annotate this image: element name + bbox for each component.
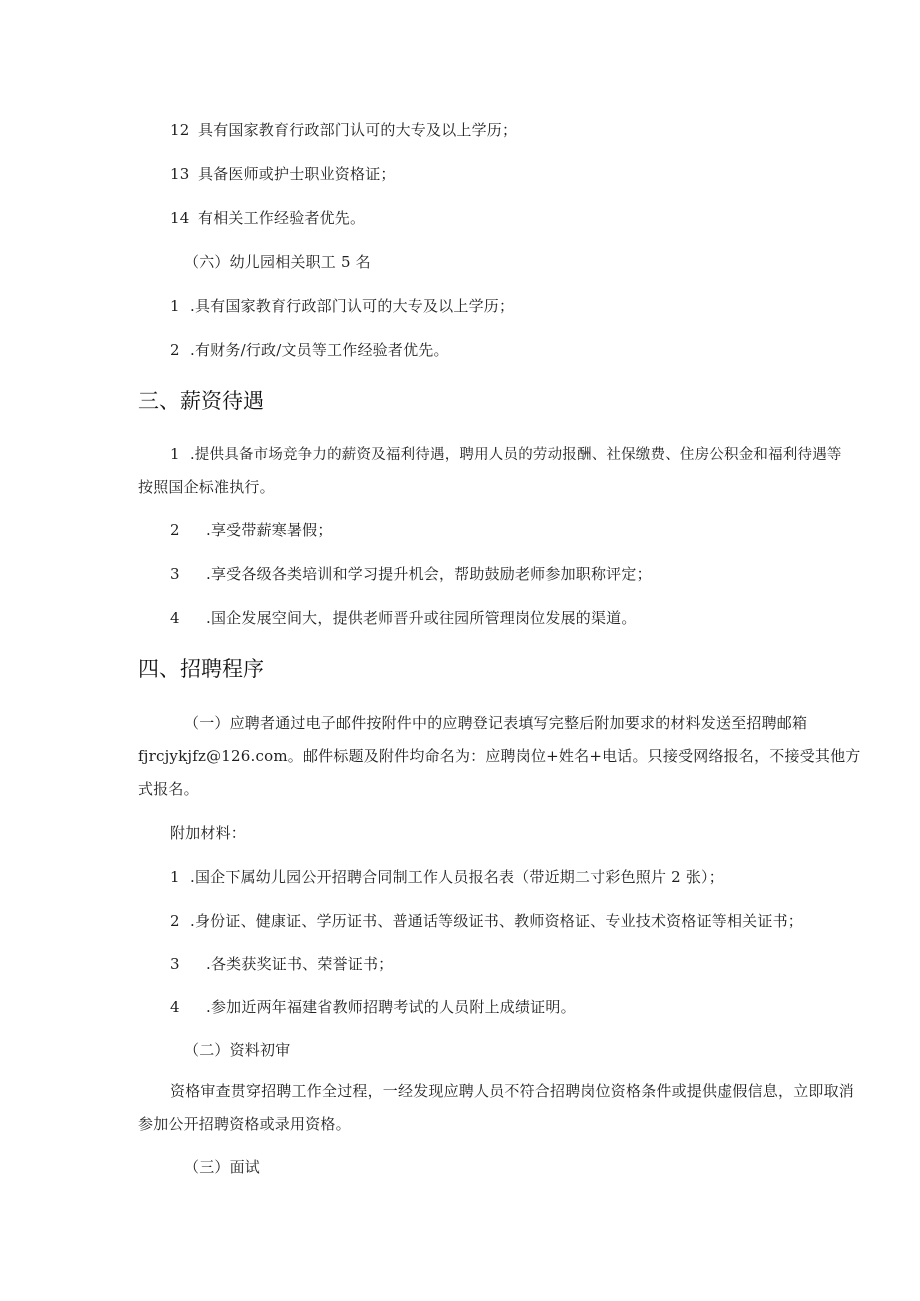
- item-number: 4: [170, 609, 180, 627]
- item-number: 14: [170, 209, 190, 227]
- item-number: 2: [170, 341, 180, 359]
- item-number: 3: [170, 565, 180, 583]
- salary-item-1: [170, 444, 842, 465]
- attachment-item-1: [170, 867, 724, 887]
- item-text: 具备医师或护士职业资格证；: [198, 165, 396, 183]
- item-text: .享受各级各类培训和学习提升机会，帮助鼓励老师参加职称评定；: [206, 565, 652, 583]
- item-number: 3: [170, 955, 180, 973]
- item-text: 具有国家教育行政部门认可的大专及以上学历；: [198, 121, 518, 139]
- item-number: 1: [170, 445, 180, 463]
- item-text: .参加近两年福建省教师招聘考试的人员附上成绩证明。: [206, 998, 576, 1016]
- item-text: .提供具备市场竞争力的薪资及福利待遇，聘用人员的劳动报酬、社保缴费、住房公积金和福利待遇等: [190, 447, 842, 463]
- salary-item-1-continuation: 按照国企标准执行。: [138, 478, 275, 496]
- procedure-step-2-line-2: 参加公开招聘资格或录用资格。: [138, 1115, 351, 1133]
- procedure-step-2-title: （二）资料初审: [184, 1041, 291, 1059]
- item-text: .享受带薪寒暑假；: [206, 521, 333, 539]
- salary-item-2: [170, 520, 333, 540]
- attachment-item-2: [170, 911, 803, 931]
- item-number: 13: [170, 165, 190, 183]
- subsection-6-item-2: [170, 340, 449, 360]
- item-number: 1: [170, 297, 180, 315]
- item-text: .国企发展空间大，提供老师晋升或往园所管理岗位发展的渠道。: [206, 609, 637, 627]
- attachment-item-4: [170, 997, 576, 1017]
- item-number: 12: [170, 121, 190, 139]
- salary-item-4: [170, 608, 637, 628]
- item-text: .身份证、健康证、学历证书、普通话等级证书、教师资格证、专业技术资格证等相关证书；: [190, 912, 803, 930]
- salary-item-3: [170, 564, 652, 584]
- item-number: 1: [170, 868, 180, 886]
- procedure-step-1-line-1: （一）应聘者通过电子邮件按附件中的应聘登记表填写完整后附加要求的材料发送至招聘邮箱: [184, 714, 808, 732]
- procedure-step-2-line-1: 资格审查贯穿招聘工作全过程，一经发现应聘人员不符合招聘岗位资格条件或提供虚假信息，立即取消: [170, 1082, 855, 1100]
- item-number: 2: [170, 912, 180, 930]
- attachments-label: 附加材料：: [170, 824, 247, 842]
- requirement-item-12: [170, 120, 517, 140]
- subsection-title-6: （六）幼儿园相关职工 5 名: [184, 253, 371, 271]
- procedure-step-3-title: （三）面试: [184, 1158, 261, 1176]
- procedure-step-1-line-3: 式报名。: [138, 780, 199, 798]
- procedure-step-1-line-2: fjrcjykjfz@126.com。邮件标题及附件均命名为：应聘岗位+姓名+电话。只接受网络报名，不接受其他方: [138, 747, 861, 765]
- item-text: .有财务/行政/文员等工作经验者优先。: [190, 341, 449, 359]
- item-text: .国企下属幼儿园公开招聘合同制工作人员报名表（带近期二寸彩色照片 2 张）；: [190, 868, 724, 886]
- item-number: 4: [170, 998, 180, 1016]
- section-heading-procedure: 四、招聘程序: [138, 657, 264, 681]
- attachment-item-3: [170, 954, 393, 974]
- item-text: .各类获奖证书、荣誉证书；: [206, 955, 394, 973]
- section-heading-salary: 三、薪资待遇: [138, 389, 264, 413]
- item-text: 有相关工作经验者优先。: [198, 209, 366, 227]
- item-number: 2: [170, 521, 180, 539]
- item-text: .具有国家教育行政部门认可的大专及以上学历；: [190, 297, 515, 315]
- requirement-item-14: [170, 208, 365, 228]
- requirement-item-13: [170, 164, 396, 184]
- subsection-6-item-1: [170, 296, 514, 316]
